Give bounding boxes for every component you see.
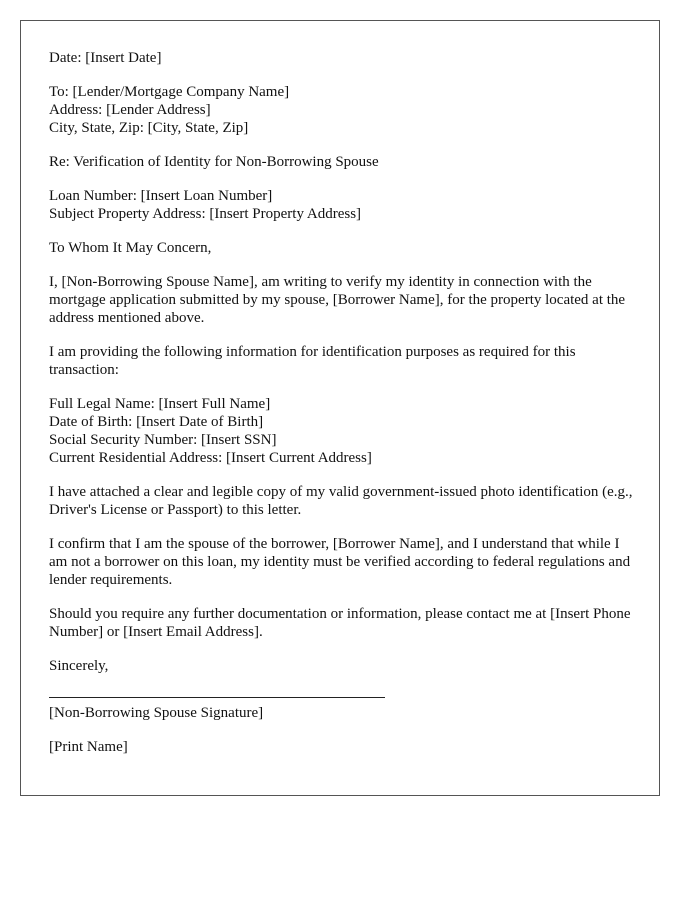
closing: Sincerely, [49,658,109,674]
signature-block [49,697,639,756]
attached-paragraph: I have attached a clear and legible copy of my valid government-issued photo identification (e.g., Driver's License or Passport) to this letter. [49,484,633,518]
recipient-address: Address: [Lender Address] [49,102,211,118]
providing-paragraph: I am providing the following information for identification purposes as required for this transaction: [49,344,576,378]
letter-body [49,49,639,756]
loan-block [49,187,639,223]
intro-paragraph-block [49,273,639,327]
subject-line: Re: Verification of Identity for Non-Borrowing Spouse [49,154,379,170]
signature-line [49,697,385,698]
subject-block [49,153,639,171]
contact-paragraph: Should you require any further documentation or information, please contact me at [Insert Phone Number] or [Insert Email Address]. [49,606,631,640]
recipient-block [49,83,639,137]
loan-number: Loan Number: [Insert Loan Number] [49,188,273,204]
providing-paragraph-block [49,343,639,379]
recipient-city-state-zip: City, State, Zip: [City, State, Zip] [49,120,249,136]
salutation: To Whom It May Concern, [49,240,212,256]
contact-paragraph-block [49,605,639,641]
confirm-paragraph-block [49,535,639,589]
print-name: [Print Name] [49,739,128,755]
closing-block [49,657,639,675]
letter-page [20,20,660,796]
date-of-birth: Date of Birth: [Insert Date of Birth] [49,414,264,430]
salutation-block [49,239,639,257]
property-address: Subject Property Address: [Insert Property Address] [49,206,362,222]
attached-paragraph-block [49,483,639,519]
date-line: Date: [Insert Date] [49,50,162,66]
identification-block [49,395,639,467]
date-block [49,49,639,67]
recipient-to: To: [Lender/Mortgage Company Name] [49,84,290,100]
intro-paragraph: I, [Non-Borrowing Spouse Name], am writing to verify my identity in connection with the mortgage application submitted by my spouse, [Borrower Name], for the property located at the address mentioned above. [49,274,626,326]
confirm-paragraph: I confirm that I am the spouse of the borrower, [Borrower Name], and I understand that while I am not a borrower on this loan, my identity must be verified according to federal regulations and lender requirements. [49,536,631,588]
current-residential-address: Current Residential Address: [Insert Current Address] [49,450,372,466]
full-legal-name: Full Legal Name: [Insert Full Name] [49,396,271,412]
signature-label: [Non-Borrowing Spouse Signature] [49,705,264,721]
social-security-number: Social Security Number: [Insert SSN] [49,432,277,448]
